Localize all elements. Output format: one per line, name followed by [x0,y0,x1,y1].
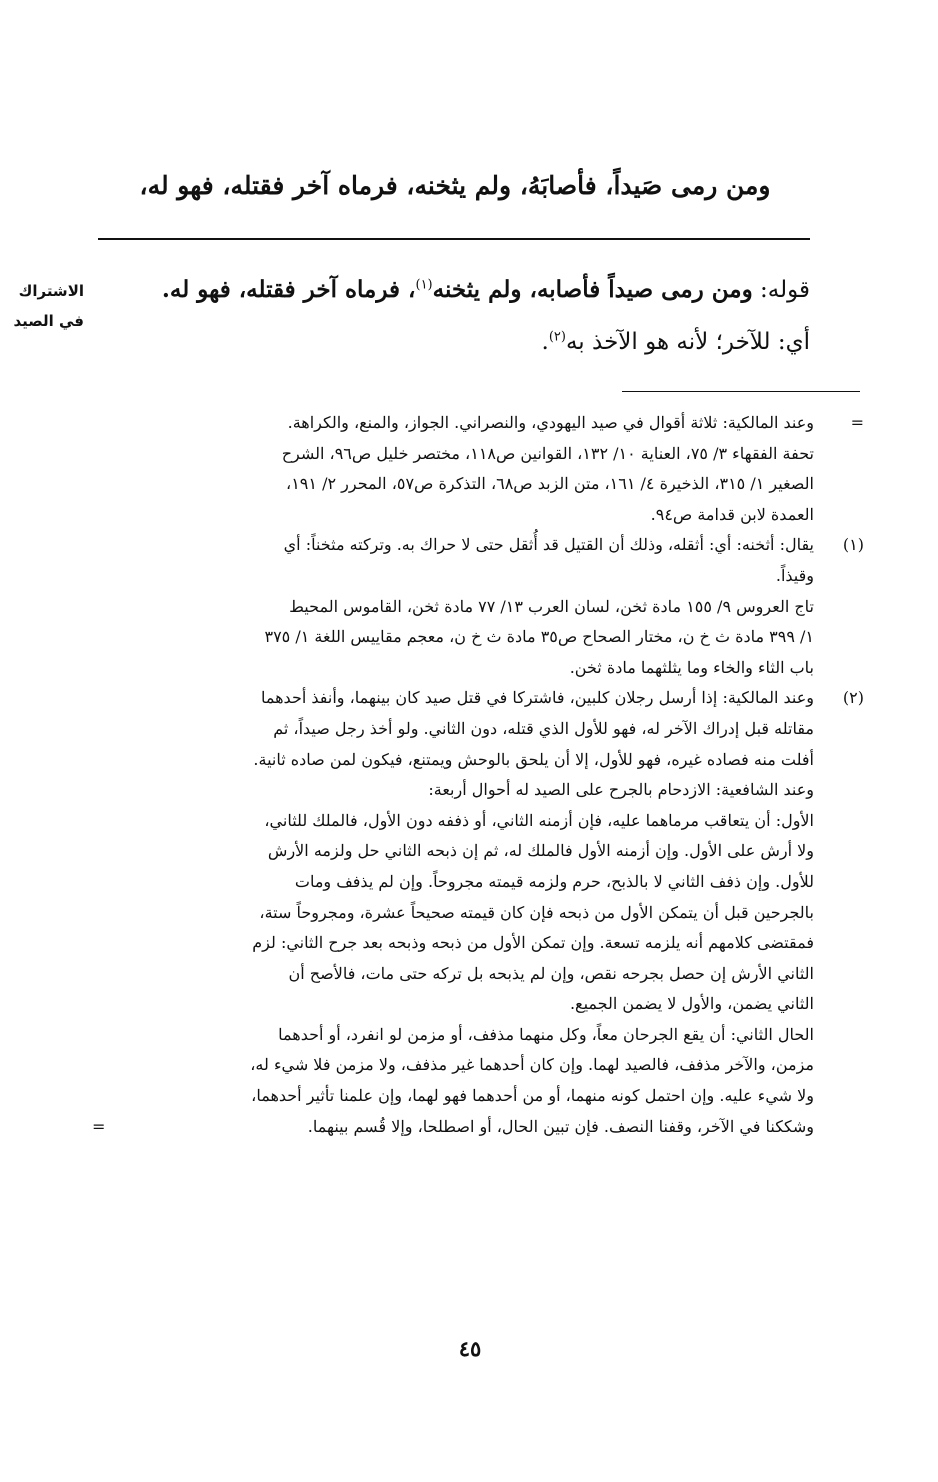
footnote-line: وعند المالكية: ثلاثة أقوال في صيد اليهودي، والنصراني. الجواز، والمنع، والكراهة. [287,413,814,432]
footnote-line: ولا شيء عليه. وإن احتمل كونه منهما، أو من أحدهما فهو لهما، وإن علمنا تأثير أحدهما، [251,1086,814,1106]
quoted-matn-a: ومن رمى صيداً فأصابه، ولم يثخنه [432,276,753,303]
footnote-line: تاج العروس ٩/ ١٥٥ مادة ثخن، لسان العرب ١٣/ ٧٧ مادة ثخن، القاموس المحيط [289,596,814,616]
footnote-line: بالجرحين قبل أن يتمكن الأول من ذبحه فإن كان قيمته صحيحاً عشرة، ومجروحاً ستة، [259,902,814,922]
footnote-line: مزمن، والآخر مذفف، فالصيد لهما. وإن كان أحدهما غير مذفف، ولا مزمن فلا شيء له، [250,1055,814,1075]
heading-rule [98,238,810,240]
continuation-marker: = [92,1116,106,1136]
commentary-text [98,264,810,368]
explanation-end: . [541,329,549,355]
footnote-line: ولا أرش على الأول. وإن أزمنه الأول فالملك له، ثم إن ذبحه الثاني حل ولزمه الأرش [267,841,814,861]
footnote-line: تحفة الفقهاء ٣/ ٧٥، العناية ١٠/ ١٣٢، القوانين ص١١٨، مختصر خليل ص٩٦، الشرح [281,443,814,463]
footnote-line: أفلت منه فصاده غيره، فهو للأول، إلا أن يلحق بالوحش ويمتنع، فيكون لمن صاده ثانية. [253,749,814,769]
footnote-line: ١/ ٣٩٩ مادة ث خ ن، مختار الصحاح ص٣٥ مادة ث خ ن، معجم مقاييس اللغة ١/ ٣٧٥ [264,627,814,647]
footnote-marker: = [850,413,864,432]
footnote-line: فمقتضى كلامهم أنه يلزمه تسعة. وإن تمكن الأول من ذبحه وذبحه بعد جرح الثاني: لزم [252,933,814,953]
footnote-line: وشككنا في الآخر، وقفنا النصف. فإن تبين الحال، أو اصطلحا، وإلا قُسم بينهما. [307,1116,814,1136]
footnotes [92,408,864,1142]
footnote-line: وعند المالكية: إذا أرسل رجلان كلبين، فاشتركا في قتل صيد كان بينهما، وأنفذ أحدهما [260,688,814,708]
footnote-line: باب الثاء والخاء وما يثلثهما مادة ثخن. [569,657,814,677]
footnote-marker: (١) [842,535,864,555]
commentary-line-1 [98,264,810,316]
footnote-continued [92,408,864,530]
page-number: ٤٥ [458,1336,482,1361]
footnote-ref-2[interactable]: (٢) [548,329,566,345]
footnote-line: للأول. وإن ذفف الثاني لا بالذبح، حرم ولزمه قيمته مجروحاً. وإن لم يذفف ومات [294,871,814,891]
commentary-label: قوله: [760,277,810,303]
margin-note [6,276,84,336]
footnote-line: يقال: أثخنه: أي: أثقله، وذلك أن القتيل قد أُثقل حتى لا حراك به. وتركته مثخناً: أي [283,535,814,555]
margin-note-line-1: الاشتراك [18,282,84,300]
footnote-line: وقيذاً. [775,565,814,585]
footnote-1 [92,530,864,683]
footnote-ref-1[interactable]: (١) [415,277,433,293]
footnote-marker: (٢) [842,688,864,708]
footnote-line: الثاني يضمن، والأول لا يضمن الجميع. [569,994,814,1014]
footnote-line: العمدة لابن قدامة ص٩٤. [650,504,814,524]
footnote-line: الصغير ١/ ٣١٥، الذخيرة ٤/ ١٦١، متن الزبد ص٦٨، التذكرة ص٥٧، المحرر ٢/ ١٩١، [286,474,814,494]
footnote-2 [92,683,864,1142]
footnote-line: وعند الشافعية: الازدحام بالجرح على الصيد له أحوال أربعة: [428,780,814,800]
footnote-line: الأول: أن يتعاقب مرماهما عليه، فإن أزمنه الثاني، أو ذففه دون الأول، فالملك للثاني، [264,810,814,830]
commentary-line-2 [98,316,810,368]
margin-note-line-2: في الصيد [13,312,84,330]
footnote-line: الثاني الأرش إن حصل بجرحه نقص، وإن لم يذبحه بل تركه حتى مات، فالأصح أن [288,963,814,983]
footnote-separator [622,391,860,392]
footnote-line: مقاتله قبل إدراك الآخر له، فهو للأول الذي قتله، دون الثاني. ولو أخذ رجل صيداً، ثم [273,718,814,738]
footnote-line: الحال الثاني: أن يقع الجرحان معاً، وكل منهما مذفف، أو مزمن لو انفرد، أو أحدهما [278,1024,814,1044]
quoted-matn-b: ، فرماه آخر فقتله، فهو له. [161,276,416,303]
explanation-text: أي: للآخر؛ لأنه هو الآخذ به [565,329,810,355]
matn-heading: ومن رمى صَيداً، فأصابَهُ، ولم يثخنه، فرماه آخر فقتله، فهو له، [139,171,771,200]
